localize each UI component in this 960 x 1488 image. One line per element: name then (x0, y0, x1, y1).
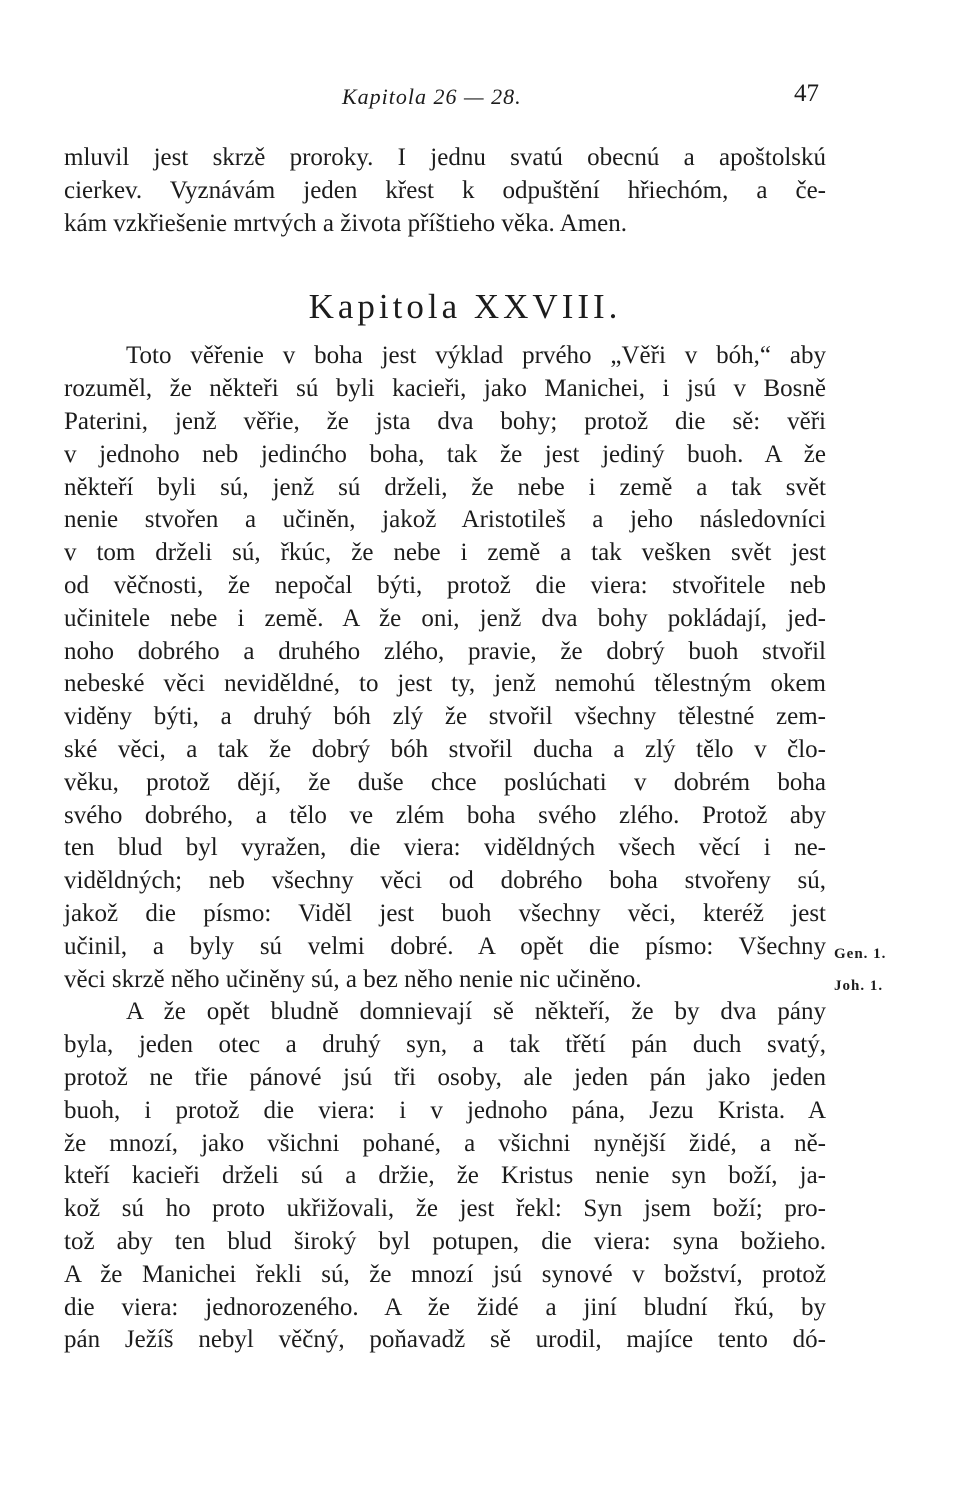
text-line: nebeské věci neviděldné, to jest ty, jenž nemohú tělestným okem (64, 670, 826, 698)
text-line: kám vzkřiešenie mrtvých a života příštieho věka. Amen. (64, 209, 628, 237)
text-line: že mnozí, jako všichni pohané, a všichni nynější židé, a ně- (64, 1129, 826, 1157)
text-line: Toto věřenie v boha jest výklad prvého „Věři v bóh,“ aby (126, 342, 826, 370)
text-line: věci skrzě něho učiněny sú, a bez něho nenie nic učiněno. (64, 965, 642, 993)
text-line: mluvil jest skrzě proroky. I jednu svatú obecnú a apoštolskú (64, 144, 826, 171)
chapter-heading: Kapitola XXVIII. (308, 287, 622, 327)
text-line: tož aby ten blud široký byl potupen, die viera: syna božieho. (64, 1227, 826, 1255)
page-number: 47 (794, 80, 819, 107)
text-line: učinil, a byly sú velmi dobré. A opět die písmo: Všechny (64, 932, 826, 960)
text-line: nenie stvořen a učiněn, jakož Aristotileš a jeho následovníci (64, 506, 826, 534)
text-line: noho dobrého a druhého zlého, pravie, že dobrý buoh stvořil (64, 637, 826, 665)
text-line: protož ne třie pánové jsú tři osoby, ale jeden pán jako jeden (64, 1063, 826, 1091)
text-line: cierkev. Vyznávám jeden křest k odpuštění hřiechóm, a če- (64, 176, 826, 204)
margin-note-joh: Joh. 1. (834, 978, 884, 994)
text-line: někteří byli sú, jenž sú drželi, že nebe i země a tak svět (64, 473, 826, 501)
margin-note-gen: Gen. 1. (834, 946, 887, 962)
text-line: viděny býti, a druhý bóh zlý že stvořil všechny tělestné zem- (64, 703, 826, 731)
text-line: pán Ježíš nebyl věčný, poňavadž sě urodil, majíce tento dó- (64, 1326, 826, 1354)
text-line: viděldných; neb všechny věci od dobrého boha stvořeny sú, (64, 867, 826, 895)
running-title: Kapitola 26 — 28. (342, 84, 522, 109)
text-line: svého dobrého, a tělo ve zlém boha svého zlého. Protož aby (64, 801, 826, 829)
text-line: rozuměl, že někteři sú byli kacieři, jako Manichei, i jsú v Bosně (64, 375, 826, 403)
text-line: učinitele nebe i země. A že oni, jenž dva bohy pokládají, jed- (64, 604, 826, 632)
text-line: kteří kacieři drželi sú a držie, že Kristus nenie syn boží, ja- (64, 1162, 826, 1190)
text-line: buoh, i protož die viera: i v jednoho pána, Jezu Krista. A (64, 1096, 826, 1124)
text-line: od věčnosti, že nepočal býti, protož die viera: stvořitele neb (64, 571, 826, 599)
text-line: byla, jeden otec a druhý syn, a tak třětí pán duch svatý, (64, 1031, 826, 1059)
running-head (0, 80, 960, 118)
text-line: ské věci, a tak že dobrý bóh stvořil ducha a zlý tělo v člo- (64, 735, 826, 763)
text-line: ten blud byl vyražen, die viera: viděldných všech věcí i ne- (64, 834, 826, 862)
text-line: A že opět bludně domnievají sě někteří, že by dva pány (126, 998, 826, 1026)
text-line: die viera: jednorozeného. A že židé a jiní bludní řkú, by (64, 1293, 826, 1321)
text-line: jakož die písmo: Viděl jest buoh všechny věci, kteréž jest (64, 899, 826, 927)
text-line: v tom drželi sú, řkúc, že nebe i země a tak vešken svět jest (64, 539, 826, 567)
text-line: Paterini, jenž věřie, že jsta dva bohy; protož die sě: věři (64, 407, 826, 435)
body-text (64, 142, 826, 1357)
text-line: kož sú ho proto ukřižovali, že jest řekl: Syn jsem boží; pro- (64, 1195, 826, 1223)
text-line: A že Manichei řekli sú, že mnozí jsú synové v božství, protož (64, 1260, 826, 1288)
text-line: věku, protož dějí, že duše chce poslúchati v dobrém boha (64, 768, 826, 796)
text-line: v jednoho neb jedinćho boha, tak že jest jediný buoh. A že (64, 440, 826, 468)
